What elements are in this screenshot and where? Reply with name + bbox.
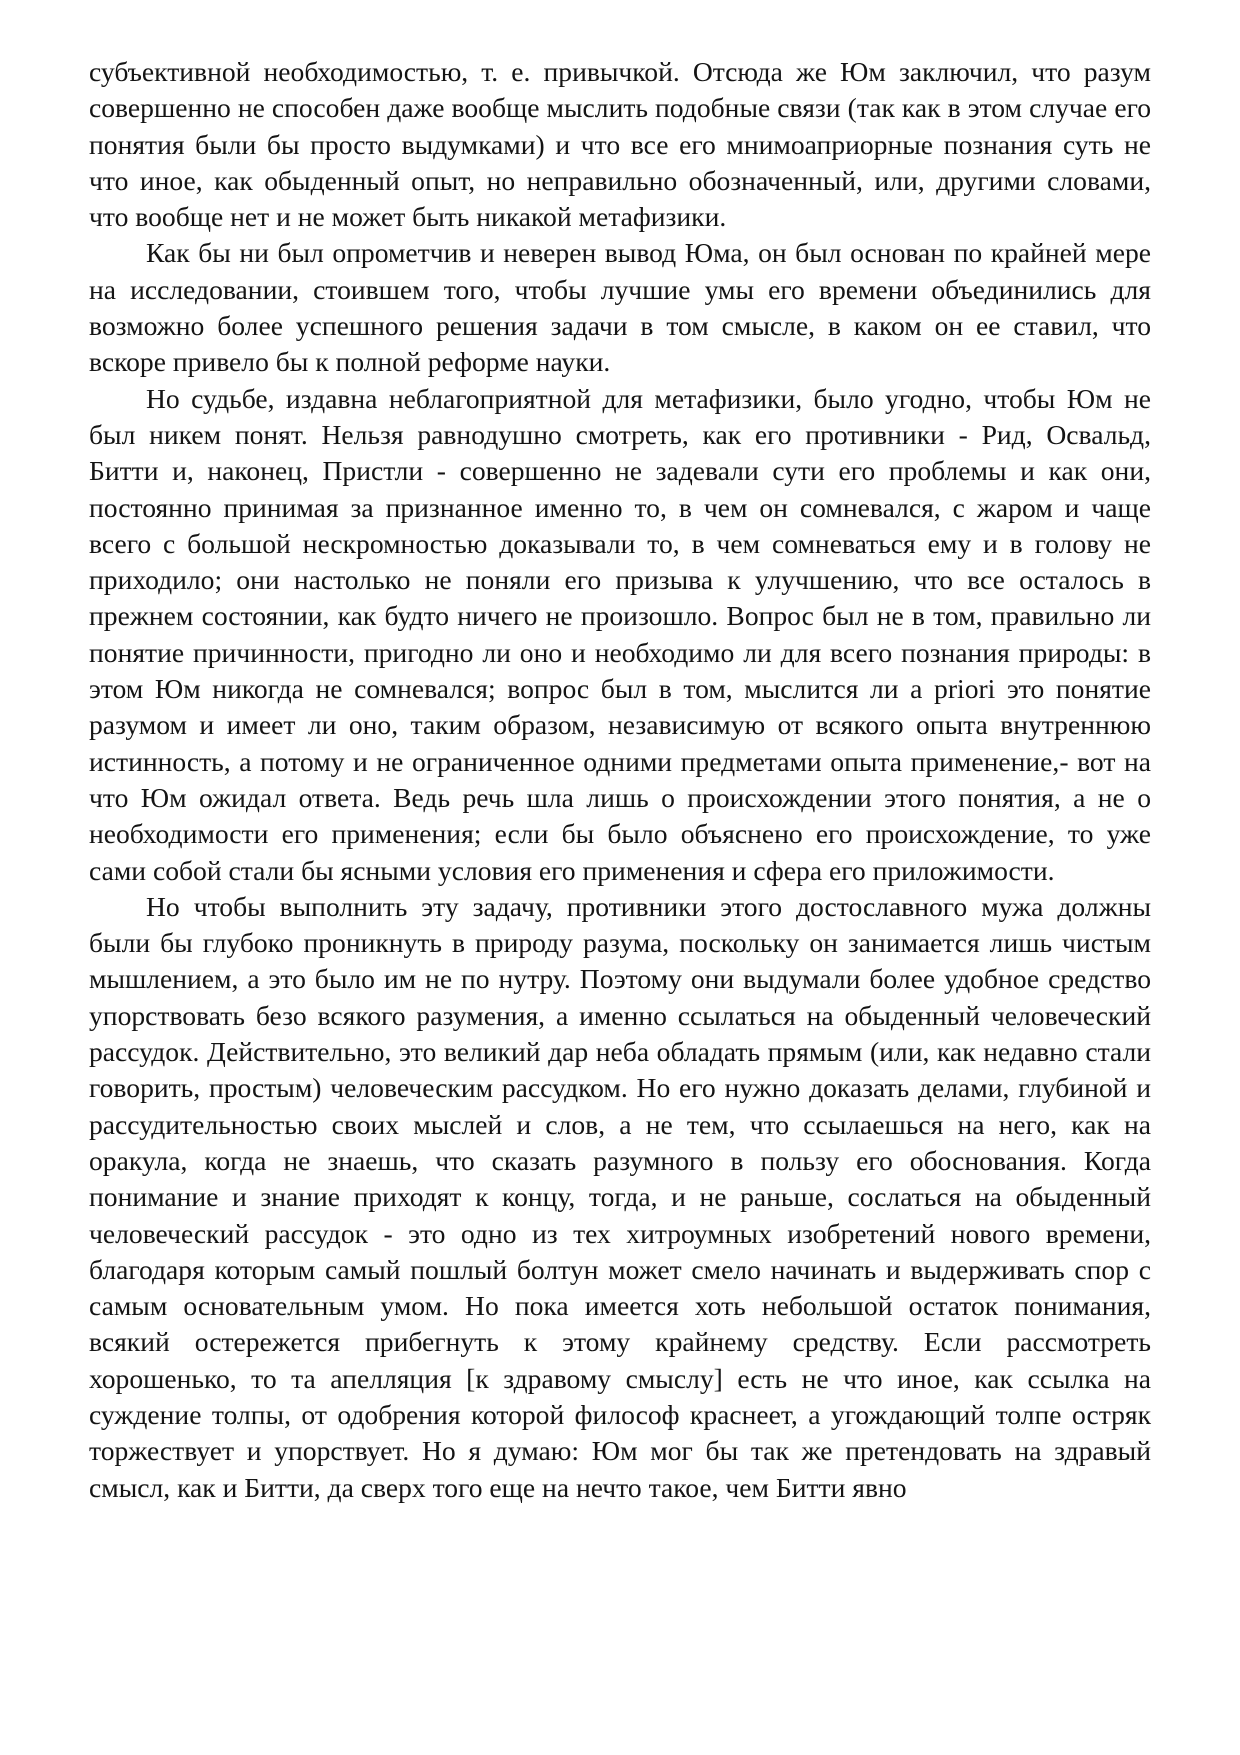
document-page — [89, 54, 1151, 1506]
paragraph-opponents: Но судьбе, издавна неблагоприятной для метафизики, было угодно, чтобы Юм не был никем понят. Нельзя равнодушно смотреть, как его противники - Рид, Освальд, Битти и, наконец, Пристли - совершенно не задевали сути его проблемы и как они, постоянно принимая за признанное именно то, в чем он сомневался, с жаром и чаще всего с большой нескромностью доказывали то, в чем сомневаться ему и в голову не приходило; они настолько не поняли его призыва к улучшению, что все осталось в прежнем состоянии, как будто ничего не произошло. Вопрос был не в том, правильно ли понятие причинности, пригодно ли оно и необходимо ли для всего познания природы: в этом Юм никогда не сомневался; вопрос был в том, мыслится ли a priori это понятие разумом и имеет ли оно, таким образом, независимую от всякого опыта внутреннюю истинность, а потому и не ограниченное одними предметами опыта применение,- вот на что Юм ожидал ответа. Ведь речь шла лишь о происхождении этого понятия, а не о необходимости его применения; если бы было объяснено его происхождение, то уже сами собой стали бы ясными условия его применения и сфера его приложимости. — [89, 382, 1151, 886]
paragraph-hume-conclusion: Как бы ни был опрометчив и неверен вывод Юма, он был основан по крайней мере на исследовании, стоившем того, чтобы лучшие умы его времени объединились для возможно более успешного решения задачи в том смысле, в каком он ее ставил, что вскоре привело бы к полной реформе науки. — [89, 237, 1151, 378]
paragraph-continued: субъективной необходимостью, т. е. привычкой. Отсюда же Юм заключил, что разум совершенно не способен даже вообще мыслить подобные связи (так как в этом случае его понятия были бы просто выдумками) и что все его мнимоаприорные познания суть не что иное, как обыденный опыт, но неправильно обозначенный, или, другими словами, что вообще нет и не может быть никакой метафизики. — [89, 56, 1151, 233]
paragraph-common-sense: Но чтобы выполнить эту задачу, противники этого достославного мужа должны были бы глубоко проникнуть в природу разума, поскольку он занимается лишь чистым мышлением, а это было им не по нутру. Поэтому они выдумали более удобное средство упорствовать безо всякого разумения, а именно ссылаться на обыденный человеческий рассудок. Действительно, это великий дар неба обладать прямым (или, как недавно стали говорить, простым) человеческим рассудком. Но его нужно доказать делами, глубиной и рассудительностью своих мыслей и слов, а не тем, что ссылаешься на него, как на оракула, когда не знаешь, что сказать разумного в пользу его обоснования. Когда понимание и знание приходят к концу, тогда, и не раньше, сослаться на обыденный человеческий рассудок - это одно из тех хитроумных изобретений нового времени, благодаря которым самый пошлый болтун может смело начинать и выдерживать спор с самым основательным умом. Но пока имеется хоть небольшой остаток понимания, всякий остережется прибегнуть к этому крайнему средству. Если рассмотреть хорошенько, то та апелляция [к здравому смыслу] есть не что иное, как ссылка на суждение толпы, от одобрения которой философ краснеет, а угождающий толпе остряк торжествует и упорствует. Но я думаю: Юм мог бы так же претендовать на здравый смысл, как и Битти, да сверх того еще на нечто такое, чем Битти явно — [89, 890, 1151, 1503]
